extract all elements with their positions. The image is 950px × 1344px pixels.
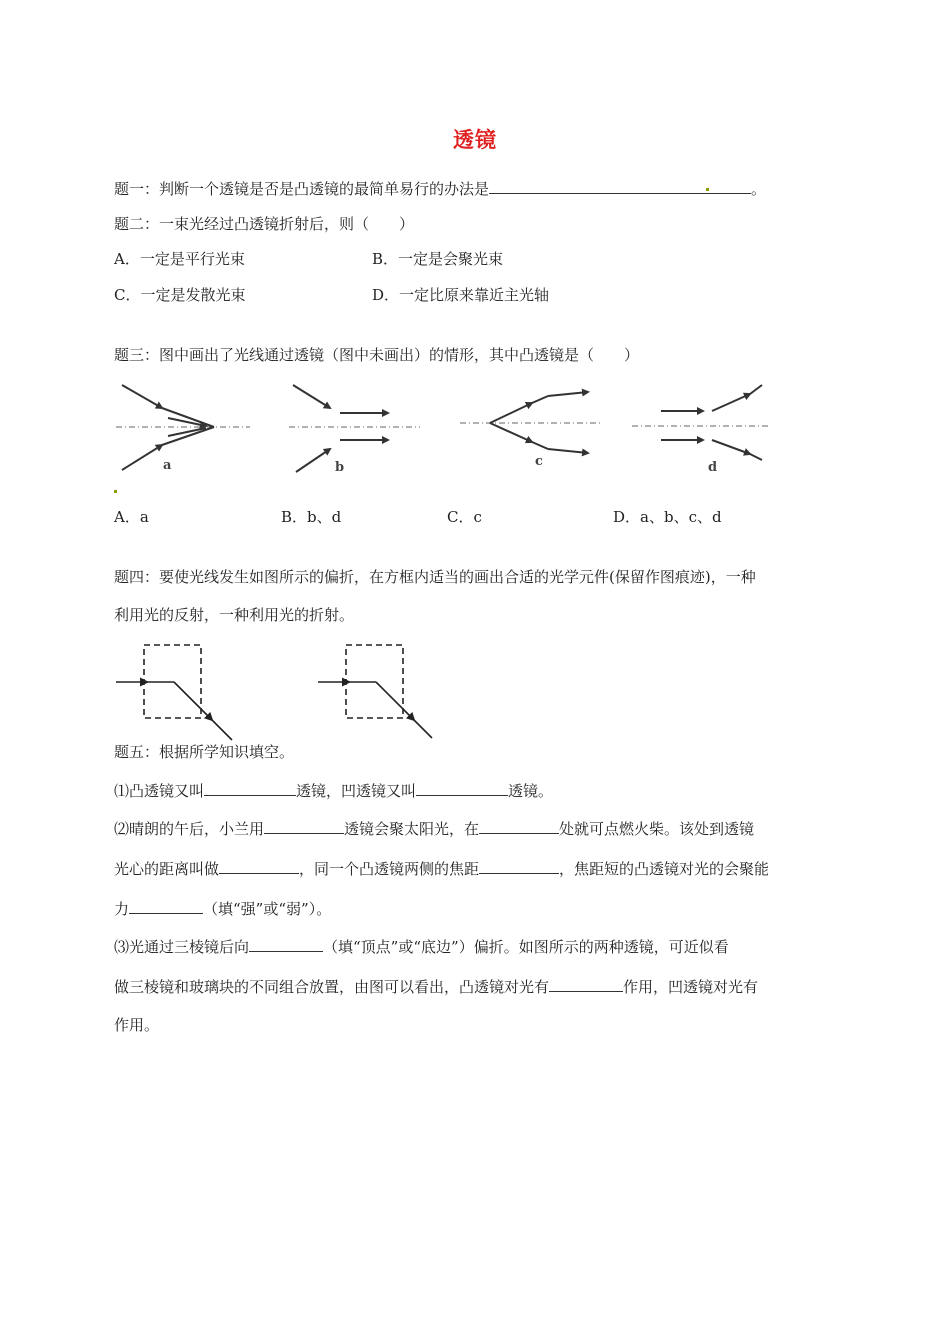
question-2-option-d[interactable]: D．一定比原来靠近主光轴 (372, 286, 550, 304)
answer-blank[interactable] (416, 779, 508, 796)
box-figure-left (116, 645, 232, 740)
figure-b-label: b (335, 460, 345, 475)
question-5-item-3-line-1 (114, 935, 729, 957)
q5-2-text-b: 透镜会聚太阳光，在 (344, 820, 480, 838)
question-3-option-c[interactable]: C．c (447, 508, 482, 526)
page-title: 透镜 (453, 128, 497, 152)
answer-blank[interactable] (479, 817, 559, 834)
q5-2-text-c: 处就可点燃火柴。该处到透镜 (559, 820, 755, 838)
q5-1-text-a: ⑴凸透镜又叫 (114, 782, 205, 800)
question-3-option-a[interactable]: A．a (114, 508, 149, 526)
question-5-heading: 题五：根据所学知识填空。 (114, 743, 295, 761)
q5-3-text-a: ⑶光通过三棱镜后向 (114, 938, 250, 956)
figure-c-label: c (535, 454, 543, 469)
q5-3-text-d: 作用，凹透镜对光有 (623, 978, 759, 996)
question-4-line-2: 利用光的反射，一种利用光的折射。 (114, 606, 355, 624)
figure-d-label: d (708, 460, 718, 475)
question-5-item-3-line-2 (114, 975, 758, 997)
question-1-end: 。 (751, 180, 767, 198)
answer-blank[interactable] (479, 857, 559, 874)
question-2-text: 题二：一束光经过凸透镜折射后，则（ ） (114, 215, 415, 233)
question-1-text: 题一：判断一个透镜是否是凸透镜的最简单易行的办法是 (114, 180, 490, 198)
answer-blank[interactable] (249, 935, 323, 952)
q5-3-text-b: （填“顶点”或“底边”）偏折。如图所示的两种透镜，可近似看 (323, 938, 729, 956)
figure-a-label: a (163, 458, 172, 473)
question-5-item-3-line-3: 作用。 (114, 1016, 160, 1034)
question-2-option-b[interactable]: B．一定是会聚光束 (372, 250, 504, 268)
answer-blank[interactable] (219, 857, 299, 874)
q5-2-text-a: ⑵晴朗的午后，小兰用 (114, 820, 265, 838)
question-3-option-d[interactable]: D．a、b、c、d (613, 508, 722, 526)
q5-2-text-g: 力 (114, 900, 130, 918)
question-3-text: 题三：图中画出了光线通过透镜（图中未画出）的情形，其中凸透镜是（ ） (114, 346, 640, 364)
question-3-option-b[interactable]: B．b、d (281, 508, 342, 526)
q5-1-text-c: 透镜。 (508, 782, 554, 800)
question-2-option-c[interactable]: C．一定是发散光束 (114, 286, 246, 304)
answer-blank[interactable] (264, 817, 344, 834)
q5-2-text-h: （填“强”或“弱”）。 (203, 900, 332, 918)
q5-3-text-c: 做三棱镜和玻璃块的不同组合放置，由图可以看出，凸透镜对光有 (114, 978, 550, 996)
answer-blank[interactable] (549, 975, 623, 992)
question-5-item-2-line-3 (114, 897, 331, 919)
answer-blank[interactable] (204, 779, 296, 796)
question-2-option-a[interactable]: A．一定是平行光束 (114, 250, 245, 268)
q5-2-text-f: ，焦距短的凸透镜对光的会聚能 (559, 860, 770, 878)
question-4-line-1: 题四：要使光线发生如图所示的偏折，在方框内适当的画出合适的光学元件(保留作图痕迹)，一种 (114, 568, 756, 586)
question-5-item-2-line-2 (114, 857, 769, 879)
answer-blank[interactable] (129, 897, 203, 914)
question-5-item-2-line-1 (114, 817, 754, 839)
box-figure-right (318, 645, 432, 738)
q5-1-text-b: 透镜，凹透镜又叫 (296, 782, 417, 800)
q5-2-text-e: ，同一个凸透镜两侧的焦距 (299, 860, 480, 878)
q5-2-text-d: 光心的距离叫做 (114, 860, 220, 878)
question-5-item-1 (114, 779, 553, 801)
